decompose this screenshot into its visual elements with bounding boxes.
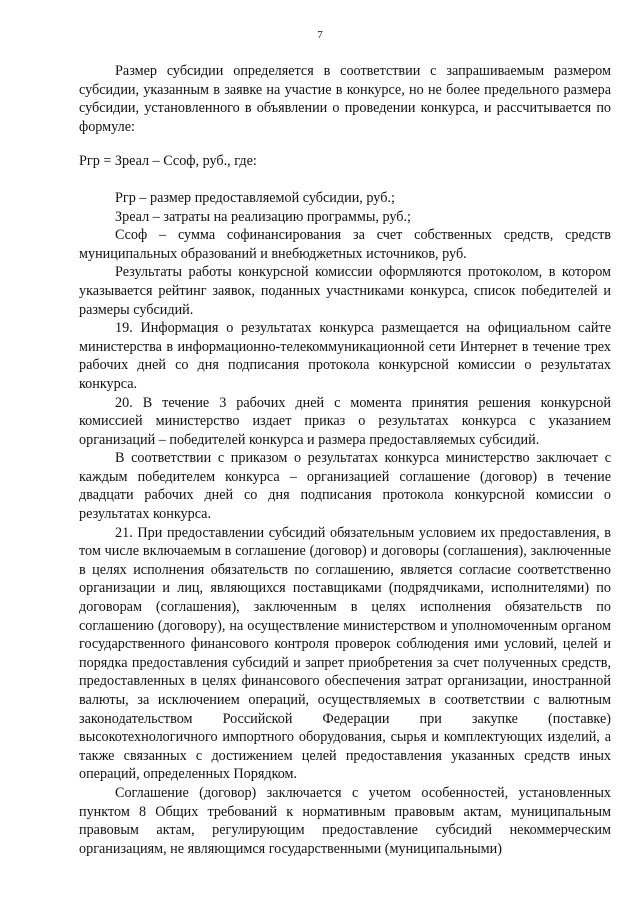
paragraph-19: 19. Информация о результатах конкурса размещается на официальном сайте министерства в информационно-телекоммуникационной сети Интернет в течение трех рабочих дней со дня подписания протокола конкурсной комиссии о результатах конкурса. [79,320,611,392]
page-number: 7 [317,29,323,41]
paragraph-20-agreement: В соответствии с приказом о результатах конкурса министерство заключает с каждым победителем конкурса – организацией соглашение (договор) в течение двадцати рабочих дней со дня подписания протокола конкурсной комиссии о результатах конкурса. [79,450,611,523]
paragraph-21: 21. При предоставлении субсидий обязательным условием их предоставления, в том числе включаемым в соглашение (договор) и договоры (соглашения), заключенные в целях исполнения обязательств по соглашению, является согласие соответственно организации и лиц, являющихся поставщиками (подрядчиками, исполнителями) по договорам (соглашения), заключенным в целях исполнения обязательств по соглашению (договору), на осуществление министерством и уполномоченным органом государственного финансового контроля проверок соблюдения ими условий, целей и порядка предоставления субсидий и запрет приобретения за счет полученных средств, предоставленных в целях финансового обеспечения затрат организации, иностранной валюты, за исключением операций, осуществляемых в соответствии с валютным законодательством Российской Федерации при закупке (поставке) высокотехнологичного импортного оборудования, сырья и комплектующих изделий, а также связанных с достижением целей предоставления указанных средств иных операций, определенных Порядком. [79,524,611,783]
definition-ssof: Ссоф – сумма софинансирования за счет собственных средств, средств муниципальных образований и внебюджетных источников, руб. [79,227,611,262]
paragraph-20: 20. В течение 3 рабочих дней с момента принятия решения конкурсной комиссией министерство издает приказ о результатах конкурса с указанием организаций – победителей конкурса и размера предоставляемых субсидий. [79,394,611,448]
paragraph-commission-results: Результаты работы конкурсной комиссии оформляются протоколом, в котором указывается рейтинг заявок, поданных участниками конкурса, список победителей и размеры субсидий. [79,264,611,318]
document-body [79,62,611,858]
definition-zreal: Зреал – затраты на реализацию программы, руб.; [115,208,411,225]
paragraph-subsidy-size: Размер субсидии определяется в соответствии с запрашиваемым размером субсидии, указанным в заявке на участие в конкурсе, но не более предельного размера субсидии, установленного в объявлении о проведении конкурса, и рассчитывается по формуле: [79,63,611,135]
definition-rgr: Ргр – размер предоставляемой субсидии, руб.; [115,189,395,206]
formula: Ргр = Зреал – Ссоф, руб., где: [79,153,257,170]
paragraph-agreement-features: Соглашение (договор) заключается с учетом особенностей, установленных пунктом 8 Общих требований к нормативным правовым актам, муниципальным правовым актам, регулирующим предоставление субсидий некоммерческим организациям, не являющимся государственными (муниципальными) [79,784,611,857]
